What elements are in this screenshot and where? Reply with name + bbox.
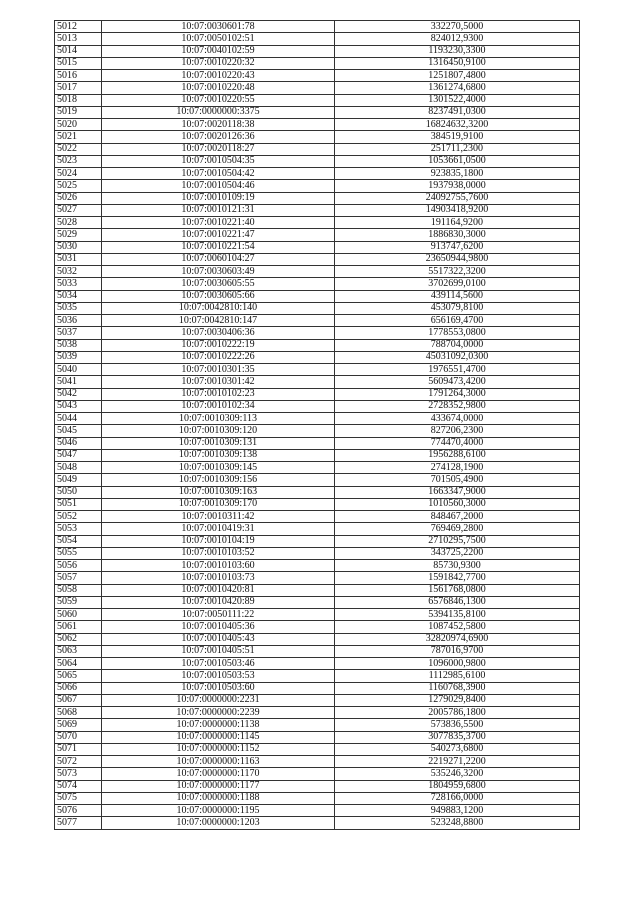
row-number-cell: 5024 — [55, 168, 102, 180]
cadastral-number-cell: 10:07:0010220:48 — [102, 82, 335, 94]
table-row — [55, 621, 580, 633]
cadastral-number-cell: 10:07:0010102:34 — [102, 400, 335, 412]
table-row — [55, 645, 580, 657]
cadastral-number-cell: 10:07:0042810:147 — [102, 315, 335, 327]
cadastral-number-cell: 10:07:0010504:46 — [102, 180, 335, 192]
cadastral-number-cell: 10:07:0010309:163 — [102, 486, 335, 498]
cadastral-number-cell: 10:07:0000000:1152 — [102, 743, 335, 755]
cadastral-number-cell: 10:07:0010420:81 — [102, 584, 335, 596]
table-row — [55, 670, 580, 682]
cadastral-number-cell: 10:07:0050111:22 — [102, 609, 335, 621]
table-row — [55, 694, 580, 706]
table-row — [55, 572, 580, 584]
table-row — [55, 719, 580, 731]
cadastral-value-cell: 535246,3200 — [335, 768, 580, 780]
row-number-cell: 5060 — [55, 609, 102, 621]
cadastral-value-cell: 1361274,6800 — [335, 82, 580, 94]
cadastral-number-cell: 10:07:0010102:23 — [102, 388, 335, 400]
cadastral-number-cell: 10:07:0040102:59 — [102, 45, 335, 57]
row-number-cell: 5042 — [55, 388, 102, 400]
table-row — [55, 229, 580, 241]
row-number-cell: 5059 — [55, 596, 102, 608]
table-row — [55, 682, 580, 694]
cadastral-value-cell: 2710295,7500 — [335, 535, 580, 547]
cadastral-value-cell: 573836,5500 — [335, 719, 580, 731]
cadastral-number-cell: 10:07:0000000:3375 — [102, 106, 335, 118]
row-number-cell: 5052 — [55, 511, 102, 523]
row-number-cell: 5053 — [55, 523, 102, 535]
cadastral-value-cell: 384519,9100 — [335, 131, 580, 143]
cadastral-value-cell: 5609473,4200 — [335, 376, 580, 388]
cadastral-value-cell: 14903418,9200 — [335, 204, 580, 216]
row-number-cell: 5069 — [55, 719, 102, 731]
table-row — [55, 425, 580, 437]
cadastral-value-cell: 656169,4700 — [335, 315, 580, 327]
cadastral-number-cell: 10:07:0020126:36 — [102, 131, 335, 143]
cadastral-number-cell: 10:07:0010419:31 — [102, 523, 335, 535]
cadastral-value-cell: 1160768,3900 — [335, 682, 580, 694]
cadastral-value-cell: 923835,1800 — [335, 168, 580, 180]
row-number-cell: 5043 — [55, 400, 102, 412]
row-number-cell: 5061 — [55, 621, 102, 633]
cadastral-value-cell: 45031092,0300 — [335, 351, 580, 363]
table-row — [55, 707, 580, 719]
cadastral-number-cell: 10:07:0010121:31 — [102, 204, 335, 216]
table-row — [55, 535, 580, 547]
cadastral-value-cell: 701505,4900 — [335, 474, 580, 486]
row-number-cell: 5018 — [55, 94, 102, 106]
row-number-cell: 5076 — [55, 805, 102, 817]
cadastral-value-cell: 769469,2800 — [335, 523, 580, 535]
row-number-cell: 5047 — [55, 449, 102, 461]
row-number-cell: 5016 — [55, 70, 102, 82]
cadastral-number-cell: 10:07:0000000:1138 — [102, 719, 335, 731]
row-number-cell: 5035 — [55, 302, 102, 314]
row-number-cell: 5064 — [55, 658, 102, 670]
table-row — [55, 498, 580, 510]
cadastral-value-cell: 1561768,0800 — [335, 584, 580, 596]
row-number-cell: 5017 — [55, 82, 102, 94]
cadastral-number-cell: 10:07:0030406:36 — [102, 327, 335, 339]
cadastral-number-cell: 10:07:0010222:26 — [102, 351, 335, 363]
row-number-cell: 5063 — [55, 645, 102, 657]
row-number-cell: 5055 — [55, 547, 102, 559]
row-number-cell: 5057 — [55, 572, 102, 584]
cadastral-value-cell: 1193230,3300 — [335, 45, 580, 57]
cadastral-number-cell: 10:07:0010103:52 — [102, 547, 335, 559]
table-row — [55, 106, 580, 118]
cadastral-value-cell: 1112985,6100 — [335, 670, 580, 682]
row-number-cell: 5022 — [55, 143, 102, 155]
table-row — [55, 780, 580, 792]
table-row — [55, 204, 580, 216]
cadastral-number-cell: 10:07:0010405:43 — [102, 633, 335, 645]
table-row — [55, 817, 580, 829]
table-row — [55, 805, 580, 817]
row-number-cell: 5033 — [55, 278, 102, 290]
cadastral-number-cell: 10:07:0030603:49 — [102, 266, 335, 278]
table-row — [55, 217, 580, 229]
table-row — [55, 400, 580, 412]
row-number-cell: 5046 — [55, 437, 102, 449]
table-row — [55, 339, 580, 351]
cadastral-value-cell: 433674,0000 — [335, 413, 580, 425]
table-row — [55, 70, 580, 82]
cadastral-value-cell: 5394135,8100 — [335, 609, 580, 621]
row-number-cell: 5013 — [55, 33, 102, 45]
table-row — [55, 82, 580, 94]
cadastral-value-cell: 788704,0000 — [335, 339, 580, 351]
row-number-cell: 5026 — [55, 192, 102, 204]
cadastral-number-cell: 10:07:0010103:60 — [102, 560, 335, 572]
row-number-cell: 5027 — [55, 204, 102, 216]
row-number-cell: 5065 — [55, 670, 102, 682]
table-row — [55, 290, 580, 302]
cadastral-number-cell: 10:07:0010503:46 — [102, 658, 335, 670]
cadastral-value-cell: 3077835,3700 — [335, 731, 580, 743]
cadastral-number-cell: 10:07:0010221:47 — [102, 229, 335, 241]
cadastral-number-cell: 10:07:0010221:54 — [102, 241, 335, 253]
row-number-cell: 5014 — [55, 45, 102, 57]
cadastral-number-cell: 10:07:0000000:1170 — [102, 768, 335, 780]
cadastral-value-cell: 949883,1200 — [335, 805, 580, 817]
cadastral-number-cell: 10:07:0010309:145 — [102, 462, 335, 474]
table-row — [55, 45, 580, 57]
cadastral-number-cell: 10:07:0010503:53 — [102, 670, 335, 682]
cadastral-number-cell: 10:07:0010220:55 — [102, 94, 335, 106]
cadastral-value-cell: 8237491,0300 — [335, 106, 580, 118]
cadastral-number-cell: 10:07:0010222:19 — [102, 339, 335, 351]
cadastral-number-cell: 10:07:0010405:51 — [102, 645, 335, 657]
cadastral-number-cell: 10:07:0010109:19 — [102, 192, 335, 204]
table-row — [55, 547, 580, 559]
cadastral-number-cell: 10:07:0030605:55 — [102, 278, 335, 290]
cadastral-number-cell: 10:07:0000000:1195 — [102, 805, 335, 817]
cadastral-value-cell: 85730,9300 — [335, 560, 580, 572]
row-number-cell: 5071 — [55, 743, 102, 755]
table-row — [55, 351, 580, 363]
row-number-cell: 5036 — [55, 315, 102, 327]
table-row — [55, 327, 580, 339]
cadastral-value-cell: 1316450,9100 — [335, 57, 580, 69]
row-number-cell: 5050 — [55, 486, 102, 498]
cadastral-number-cell: 10:07:0020118:27 — [102, 143, 335, 155]
cadastral-value-cell: 848467,2000 — [335, 511, 580, 523]
cadastral-number-cell: 10:07:0000000:1163 — [102, 756, 335, 768]
cadastral-value-cell: 16824632,3200 — [335, 119, 580, 131]
cadastral-number-cell: 10:07:0010221:40 — [102, 217, 335, 229]
row-number-cell: 5015 — [55, 57, 102, 69]
cadastral-number-cell: 10:07:0010309:138 — [102, 449, 335, 461]
cadastral-value-cell: 1301522,4000 — [335, 94, 580, 106]
row-number-cell: 5020 — [55, 119, 102, 131]
row-number-cell: 5038 — [55, 339, 102, 351]
table-row — [55, 792, 580, 804]
cadastral-number-cell: 10:07:0010309:131 — [102, 437, 335, 449]
row-number-cell: 5073 — [55, 768, 102, 780]
cadastral-value-table — [54, 20, 580, 830]
row-number-cell: 5031 — [55, 253, 102, 265]
table-row — [55, 364, 580, 376]
row-number-cell: 5041 — [55, 376, 102, 388]
table-row — [55, 633, 580, 645]
table-row — [55, 486, 580, 498]
table-row — [55, 584, 580, 596]
cadastral-number-cell: 10:07:0010309:113 — [102, 413, 335, 425]
cadastral-value-cell: 523248,8800 — [335, 817, 580, 829]
table-row — [55, 511, 580, 523]
table-row — [55, 560, 580, 572]
cadastral-value-cell: 1778553,0800 — [335, 327, 580, 339]
cadastral-value-cell: 1251807,4800 — [335, 70, 580, 82]
cadastral-value-cell: 251711,2300 — [335, 143, 580, 155]
row-number-cell: 5056 — [55, 560, 102, 572]
table-row — [55, 94, 580, 106]
cadastral-value-cell: 191164,9200 — [335, 217, 580, 229]
cadastral-value-cell: 1087452,5800 — [335, 621, 580, 633]
table-row — [55, 302, 580, 314]
table-row — [55, 241, 580, 253]
cadastral-value-cell: 23650944,9800 — [335, 253, 580, 265]
cadastral-value-cell: 332270,5000 — [335, 21, 580, 33]
cadastral-number-cell: 10:07:0010301:35 — [102, 364, 335, 376]
table-row — [55, 278, 580, 290]
cadastral-number-cell: 10:07:0000000:2231 — [102, 694, 335, 706]
cadastral-value-cell: 774470,4000 — [335, 437, 580, 449]
row-number-cell: 5048 — [55, 462, 102, 474]
table-row — [55, 315, 580, 327]
row-number-cell: 5023 — [55, 155, 102, 167]
cadastral-number-cell: 10:07:0030605:66 — [102, 290, 335, 302]
cadastral-number-cell: 10:07:0020118:38 — [102, 119, 335, 131]
cadastral-value-cell: 1791264,3000 — [335, 388, 580, 400]
cadastral-value-cell: 1956288,6100 — [335, 449, 580, 461]
cadastral-number-cell: 10:07:0010504:35 — [102, 155, 335, 167]
table-row — [55, 474, 580, 486]
table-row — [55, 596, 580, 608]
table-row — [55, 253, 580, 265]
table-row — [55, 462, 580, 474]
cadastral-number-cell: 10:07:0000000:1177 — [102, 780, 335, 792]
table-row — [55, 743, 580, 755]
cadastral-value-cell: 1886830,3000 — [335, 229, 580, 241]
row-number-cell: 5058 — [55, 584, 102, 596]
cadastral-value-cell: 1096000,9800 — [335, 658, 580, 670]
cadastral-value-cell: 3702699,0100 — [335, 278, 580, 290]
row-number-cell: 5072 — [55, 756, 102, 768]
cadastral-value-cell: 2728352,9800 — [335, 400, 580, 412]
cadastral-number-cell: 10:07:0010104:19 — [102, 535, 335, 547]
cadastral-value-cell: 274128,1900 — [335, 462, 580, 474]
cadastral-value-cell: 2005786,1800 — [335, 707, 580, 719]
table-row — [55, 609, 580, 621]
cadastral-number-cell: 10:07:0030601:78 — [102, 21, 335, 33]
cadastral-number-cell: 10:07:0000000:1203 — [102, 817, 335, 829]
row-number-cell: 5068 — [55, 707, 102, 719]
table-row — [55, 57, 580, 69]
row-number-cell: 5030 — [55, 241, 102, 253]
cadastral-value-cell: 1976551,4700 — [335, 364, 580, 376]
table-row — [55, 180, 580, 192]
cadastral-number-cell: 10:07:0050102:51 — [102, 33, 335, 45]
cadastral-number-cell: 10:07:0010309:156 — [102, 474, 335, 486]
cadastral-value-cell: 1804959,6800 — [335, 780, 580, 792]
table-row — [55, 376, 580, 388]
table-row — [55, 768, 580, 780]
cadastral-value-cell: 343725,2200 — [335, 547, 580, 559]
cadastral-number-cell: 10:07:0000000:1145 — [102, 731, 335, 743]
cadastral-value-cell: 1663347,9000 — [335, 486, 580, 498]
cadastral-number-cell: 10:07:0042810:140 — [102, 302, 335, 314]
row-number-cell: 5066 — [55, 682, 102, 694]
table-row — [55, 155, 580, 167]
cadastral-value-cell: 1053661,0500 — [335, 155, 580, 167]
row-number-cell: 5054 — [55, 535, 102, 547]
row-number-cell: 5049 — [55, 474, 102, 486]
cadastral-value-cell: 32820974,6900 — [335, 633, 580, 645]
row-number-cell: 5037 — [55, 327, 102, 339]
table-row — [55, 449, 580, 461]
table-row — [55, 192, 580, 204]
cadastral-value-cell: 913747,6200 — [335, 241, 580, 253]
table-row — [55, 131, 580, 143]
table-row — [55, 119, 580, 131]
cadastral-number-cell: 10:07:0010103:73 — [102, 572, 335, 584]
cadastral-number-cell: 10:07:0010504:42 — [102, 168, 335, 180]
row-number-cell: 5075 — [55, 792, 102, 804]
row-number-cell: 5045 — [55, 425, 102, 437]
row-number-cell: 5067 — [55, 694, 102, 706]
row-number-cell: 5034 — [55, 290, 102, 302]
table-row — [55, 33, 580, 45]
cadastral-value-cell: 827206,2300 — [335, 425, 580, 437]
row-number-cell: 5062 — [55, 633, 102, 645]
table-row — [55, 523, 580, 535]
table-body — [55, 21, 580, 830]
cadastral-number-cell: 10:07:0010405:36 — [102, 621, 335, 633]
table-row — [55, 658, 580, 670]
cadastral-number-cell: 10:07:0010301:42 — [102, 376, 335, 388]
cadastral-value-cell: 1279029,8400 — [335, 694, 580, 706]
table-row — [55, 388, 580, 400]
row-number-cell: 5021 — [55, 131, 102, 143]
cadastral-value-cell: 787016,9700 — [335, 645, 580, 657]
cadastral-value-cell: 6576846,1300 — [335, 596, 580, 608]
row-number-cell: 5012 — [55, 21, 102, 33]
cadastral-value-cell: 5517322,3200 — [335, 266, 580, 278]
cadastral-value-cell: 453079,8100 — [335, 302, 580, 314]
row-number-cell: 5028 — [55, 217, 102, 229]
row-number-cell: 5032 — [55, 266, 102, 278]
cadastral-number-cell: 10:07:0010309:170 — [102, 498, 335, 510]
row-number-cell: 5044 — [55, 413, 102, 425]
cadastral-value-cell: 439114,5600 — [335, 290, 580, 302]
table-row — [55, 21, 580, 33]
row-number-cell: 5040 — [55, 364, 102, 376]
cadastral-value-cell: 1591842,7700 — [335, 572, 580, 584]
cadastral-number-cell: 10:07:0000000:1188 — [102, 792, 335, 804]
cadastral-number-cell: 10:07:0060104:27 — [102, 253, 335, 265]
cadastral-number-cell: 10:07:0010503:60 — [102, 682, 335, 694]
row-number-cell: 5051 — [55, 498, 102, 510]
table-row — [55, 731, 580, 743]
table-row — [55, 413, 580, 425]
table-row — [55, 266, 580, 278]
cadastral-number-cell: 10:07:0010220:43 — [102, 70, 335, 82]
cadastral-value-cell: 540273,6800 — [335, 743, 580, 755]
row-number-cell: 5070 — [55, 731, 102, 743]
row-number-cell: 5074 — [55, 780, 102, 792]
cadastral-number-cell: 10:07:0010220:32 — [102, 57, 335, 69]
cadastral-value-cell: 24092755,7600 — [335, 192, 580, 204]
cadastral-value-cell: 2219271,2200 — [335, 756, 580, 768]
cadastral-value-cell: 1937938,0000 — [335, 180, 580, 192]
row-number-cell: 5039 — [55, 351, 102, 363]
row-number-cell: 5019 — [55, 106, 102, 118]
row-number-cell: 5077 — [55, 817, 102, 829]
cadastral-number-cell: 10:07:0010311:42 — [102, 511, 335, 523]
row-number-cell: 5025 — [55, 180, 102, 192]
table-row — [55, 756, 580, 768]
cadastral-number-cell: 10:07:0000000:2239 — [102, 707, 335, 719]
cadastral-value-cell: 1010560,3000 — [335, 498, 580, 510]
table-row — [55, 437, 580, 449]
table-row — [55, 168, 580, 180]
table-row — [55, 143, 580, 155]
cadastral-number-cell: 10:07:0010309:120 — [102, 425, 335, 437]
row-number-cell: 5029 — [55, 229, 102, 241]
cadastral-value-cell: 824012,9300 — [335, 33, 580, 45]
cadastral-number-cell: 10:07:0010420:89 — [102, 596, 335, 608]
cadastral-value-cell: 728166,0000 — [335, 792, 580, 804]
